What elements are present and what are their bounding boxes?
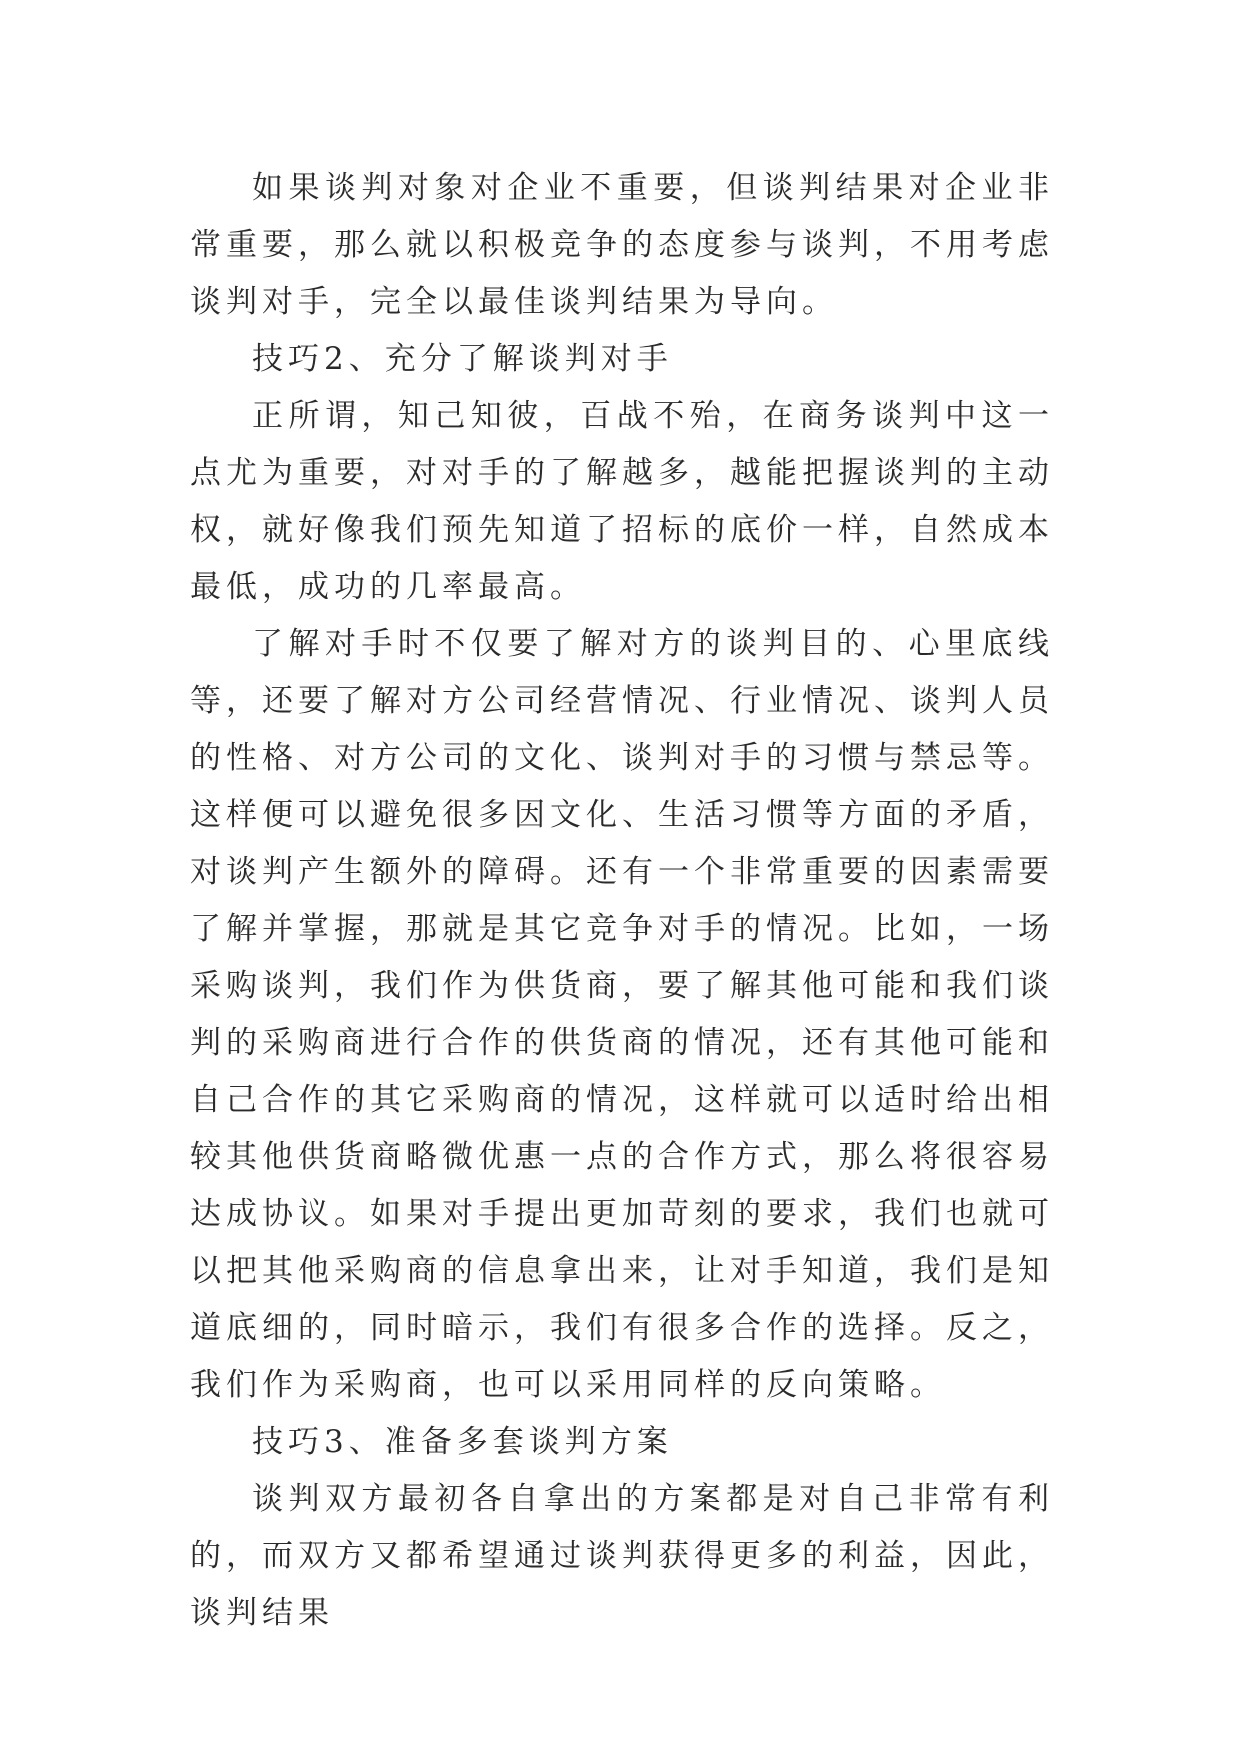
document-body [190,160,1054,1642]
paragraph-priority-approach: 如果谈判对象对企业不重要，但谈判结果对企业非常重要，那么就以积极竞争的态度参与谈判，不用考虑谈判对手，完全以最佳谈判结果为导向。 [190,170,1054,320]
paragraph-multiple-plans: 谈判双方最初各自拿出的方案都是对自己非常有利的，而双方又都希望通过谈判获得更多的利益，因此，谈判结果 [190,1481,1054,1631]
paragraph-know-opponent: 正所谓，知己知彼，百战不殆，在商务谈判中这一点尤为重要，对对手的了解越多，越能把握谈判的主动权，就好像我们预先知道了招标的底价一样，自然成本最低，成功的几率最高。 [190,398,1054,605]
heading-tip-3: 技巧3、准备多套谈判方案 [252,1424,673,1460]
paragraph-understand-details: 了解对手时不仅要了解对方的谈判目的、心里底线等，还要了解对方公司经营情况、行业情况、谈判人员的性格、对方公司的文化、谈判对手的习惯与禁忌等。这样便可以避免很多因文化、生活习惯等方面的矛盾，对谈判产生额外的障碍。还有一个非常重要的因素需要了解并掌握，那就是其它竞争对手的情况。比如，一场采购谈判，我们作为供货商，要了解其他可能和我们谈判的采购商进行合作的供货商的情况，还有其他可能和自己合作的其它采购商的情况，这样就可以适时给出相较其他供货商略微优惠一点的合作方式，那么将很容易达成协议。如果对手提出更加苛刻的要求，我们也就可以把其他采购商的信息拿出来，让对手知道，我们是知道底细的，同时暗示，我们有很多合作的选择。反之，我们作为采购商，也可以采用同样的反向策略。 [190,626,1054,1403]
heading-tip-2: 技巧2、充分了解谈判对手 [252,341,673,377]
